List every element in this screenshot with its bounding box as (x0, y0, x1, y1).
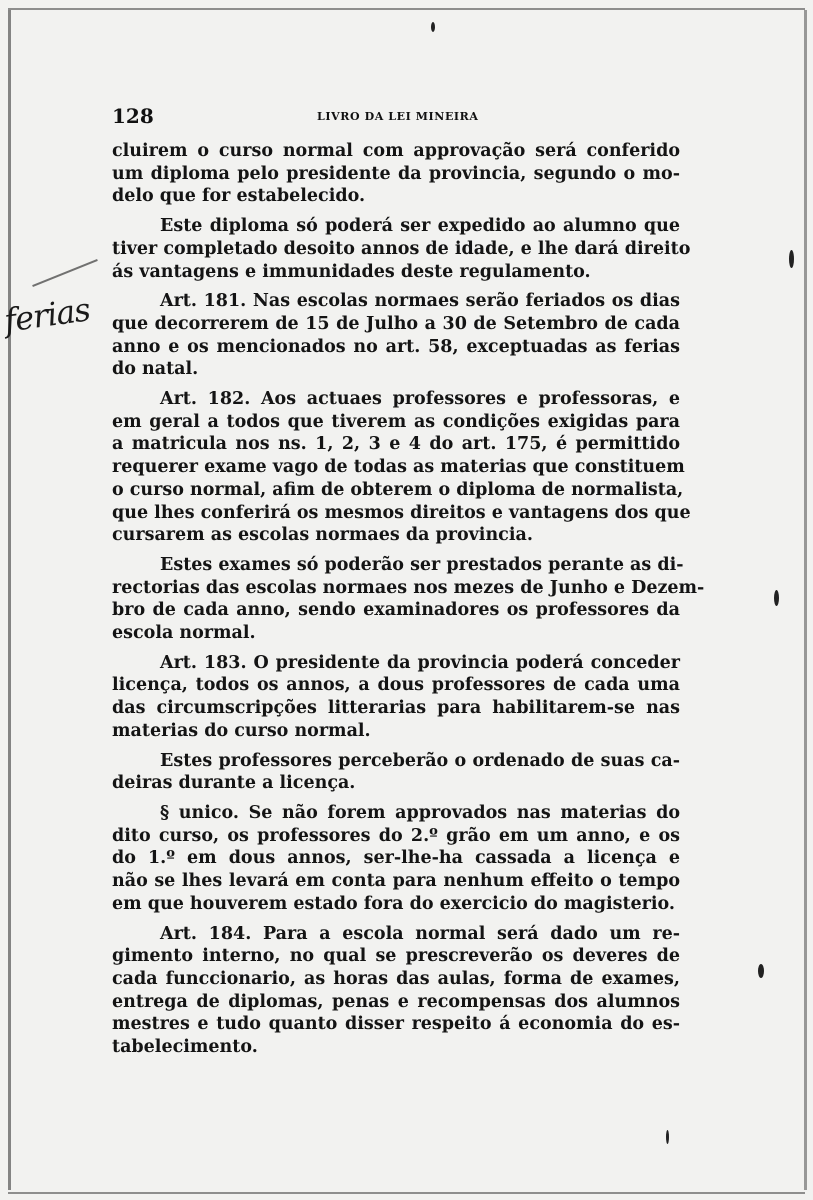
text-line: Estes exames só poderão ser prestados perante as di- (160, 554, 684, 575)
text-line: cluirem o curso normal com approvação será conferido (112, 141, 680, 161)
text-line: dito curso, os professores do 2.º grão em um anno, e os (112, 825, 680, 846)
running-head: LIVRO DA LEI MINEIRA (317, 110, 479, 123)
text-line: entrega de diplomas, penas e recompensas dos alumnos (112, 991, 680, 1012)
text-line: delo que for estabelecido. (112, 186, 366, 207)
text-line: em geral a todos que tiverem as condições exigidas para (112, 411, 680, 432)
margin-stroke (32, 259, 98, 287)
paragraph (112, 750, 680, 795)
paragraph (112, 652, 680, 743)
page-edge-right (804, 10, 807, 1190)
text-line: das circumscripções litterarias para habilitarem-se nas (112, 698, 680, 719)
text-line: Art. 181. Nas escolas normaes serão feriados os dias (160, 291, 680, 312)
text-line: ás vantagens e immunidades deste regulamento. (112, 261, 591, 282)
text-line: que decorrerem de 15 de Julho a 30 de Setembro de cada (112, 313, 680, 334)
paragraph (112, 802, 680, 916)
text-line: gimento interno, no qual se prescreverão os deveres de (112, 946, 680, 967)
text-line: materias do curso normal. (112, 720, 371, 741)
text-line: § unico. Se não forem approvados nas materias do (160, 802, 680, 823)
text-line: o curso normal, afim de obterem o diploma de normalista, (112, 479, 684, 500)
text-line: a matricula nos ns. 1, 2, 3 e 4 do art. 175, é permittido (112, 434, 680, 455)
scan-speck (758, 964, 764, 978)
text-line: cursarem as escolas normaes da provincia. (112, 525, 533, 546)
body-text (112, 140, 705, 1059)
text-line: Este diploma só poderá ser expedido ao alumno que (160, 216, 680, 237)
paragraph-gap (112, 916, 680, 923)
text-line: requerer exame vago de todas as materias que constituem (112, 457, 685, 478)
text-line: tabelecimento. (112, 1037, 258, 1058)
paragraph-gap (112, 283, 680, 290)
paragraph (112, 923, 680, 1059)
paragraph (112, 140, 680, 208)
text-line: do natal. (112, 359, 199, 380)
text-line: Art. 182. Aos actuaes professores e professoras, e (160, 389, 680, 410)
paragraph (112, 290, 680, 381)
handwritten-margin-note: ferias (1, 290, 93, 340)
paragraph-gap (112, 381, 680, 388)
paragraph-gap (112, 547, 680, 554)
text-line: mestres e tudo quanto disser respeito á economia do es- (112, 1014, 680, 1035)
scan-speck (774, 590, 779, 606)
page-number: 128 (112, 104, 154, 128)
text-line: um diploma pelo presidente da provincia, segundo o mo- (112, 163, 680, 184)
paragraph-gap (112, 645, 680, 652)
paragraph-gap (112, 208, 680, 215)
scan-speck (431, 22, 435, 32)
text-line: Art. 184. Para a escola normal será dado um re- (160, 923, 680, 944)
text-line: que lhes conferirá os mesmos direitos e vantagens dos que (112, 502, 691, 523)
text-line: rectorias das escolas normaes nos mezes de Junho e Dezem- (112, 577, 705, 598)
text-line: deiras durante a licença. (112, 773, 356, 794)
scan-speck (789, 250, 794, 268)
paragraph (112, 554, 705, 645)
text-line: Estes professores perceberão o ordenado de suas ca- (160, 750, 680, 771)
text-line: não se lhes levará em conta para nenhum effeito o tempo (112, 871, 680, 892)
scan-speck (666, 1130, 669, 1144)
page-edge-left (8, 10, 11, 1190)
text-line: do 1.º em dous annos, ser-lhe-ha cassada a licença e (112, 848, 680, 869)
page-edge-bottom (8, 1192, 805, 1194)
text-line: em que houverem estado fora do exercicio do magisterio. (112, 893, 676, 914)
page-edge-top (8, 8, 805, 10)
paragraph (112, 215, 691, 283)
text-line: Art. 183. O presidente da provincia poderá conceder (160, 652, 680, 673)
text-line: licença, todos os annos, a dous professores de cada uma (112, 675, 680, 696)
page-header (112, 104, 682, 128)
text-line: bro de cada anno, sendo examinadores os professores da (112, 600, 680, 621)
text-line: anno e os mencionados no art. 58, exceptuadas as ferias (112, 336, 680, 357)
paragraph-gap (112, 795, 680, 802)
text-line: tiver completado desoito annos de idade, e lhe dará direito (112, 238, 691, 259)
text-line: escola normal. (112, 623, 256, 644)
text-line: cada funccionario, as horas das aulas, forma de exames, (112, 968, 680, 989)
paragraph (112, 388, 691, 547)
paragraph-gap (112, 743, 680, 750)
